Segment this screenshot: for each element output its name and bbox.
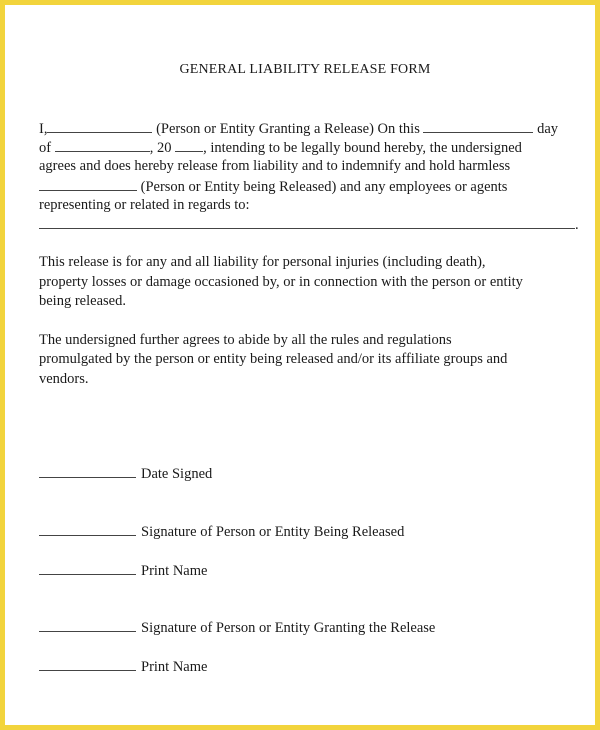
signature-row-print-name-1: [39, 562, 207, 580]
released-signature-blank[interactable]: [39, 523, 136, 536]
intro-line-1-mid: (Person or Entity Granting a Release) On this: [152, 121, 424, 137]
intro-line-6-end: .: [575, 217, 579, 233]
paragraph-3-line-1: The undersigned further agrees to abide by all the rules and regulations: [39, 332, 452, 348]
intro-line-1: [39, 119, 558, 138]
paragraph-2-line-1: This release is for any and all liability for personal injuries (including death),: [39, 254, 486, 270]
paragraph-3-line-3: vendors.: [39, 371, 89, 387]
intro-line-2: [39, 138, 522, 157]
paragraph-2-line-3: being released.: [39, 293, 126, 309]
released-signature-label: Signature of Person or Entity Being Released: [141, 524, 405, 540]
year-blank[interactable]: [175, 138, 203, 152]
print-name-blank-1[interactable]: [39, 562, 136, 575]
regards-to-blank[interactable]: [39, 215, 575, 229]
signature-row-date: [39, 465, 212, 483]
intro-line-1-prefix: I,: [39, 121, 48, 137]
print-name-label-2: Print Name: [141, 659, 208, 675]
date-signed-label: Date Signed: [141, 466, 213, 482]
grantor-name-blank[interactable]: [47, 119, 152, 133]
intro-line-2-suffix: , intending to be legally bound hereby, the undersigned: [203, 140, 522, 156]
intro-line-6: [39, 215, 579, 234]
paragraph-3-line-2: promulgated by the person or entity being released and/or its affiliate groups and: [39, 351, 508, 367]
print-name-label-1: Print Name: [141, 563, 208, 579]
intro-line-4-text: (Person or Entity being Released) and any employees or agents: [140, 179, 508, 195]
intro-line-5: representing or related in regards to:: [39, 197, 250, 213]
intro-line-3: agrees and does hereby release from liability and to indemnify and hold harmless: [39, 158, 511, 174]
month-blank[interactable]: [55, 138, 150, 152]
grantor-signature-label: Signature of Person or Entity Granting the Release: [141, 620, 436, 636]
intro-line-2-prefix: of: [39, 140, 55, 156]
day-blank[interactable]: [423, 119, 533, 133]
form-title: GENERAL LIABILITY RELEASE FORM: [179, 62, 431, 77]
intro-line-1-suffix: day: [533, 121, 559, 137]
intro-line-4: [39, 177, 507, 196]
signature-row-print-name-2: [39, 658, 207, 676]
signature-row-released: [39, 523, 404, 541]
intro-line-2-mid: , 20: [149, 140, 176, 156]
signature-row-grantor: [39, 619, 435, 637]
paragraph-2-line-2: property losses or damage occasioned by, or in connection with the person or entity: [39, 274, 523, 290]
date-signed-blank[interactable]: [39, 465, 136, 478]
grantor-signature-blank[interactable]: [39, 619, 136, 632]
released-party-blank[interactable]: [39, 177, 137, 191]
print-name-blank-2[interactable]: [39, 658, 136, 671]
